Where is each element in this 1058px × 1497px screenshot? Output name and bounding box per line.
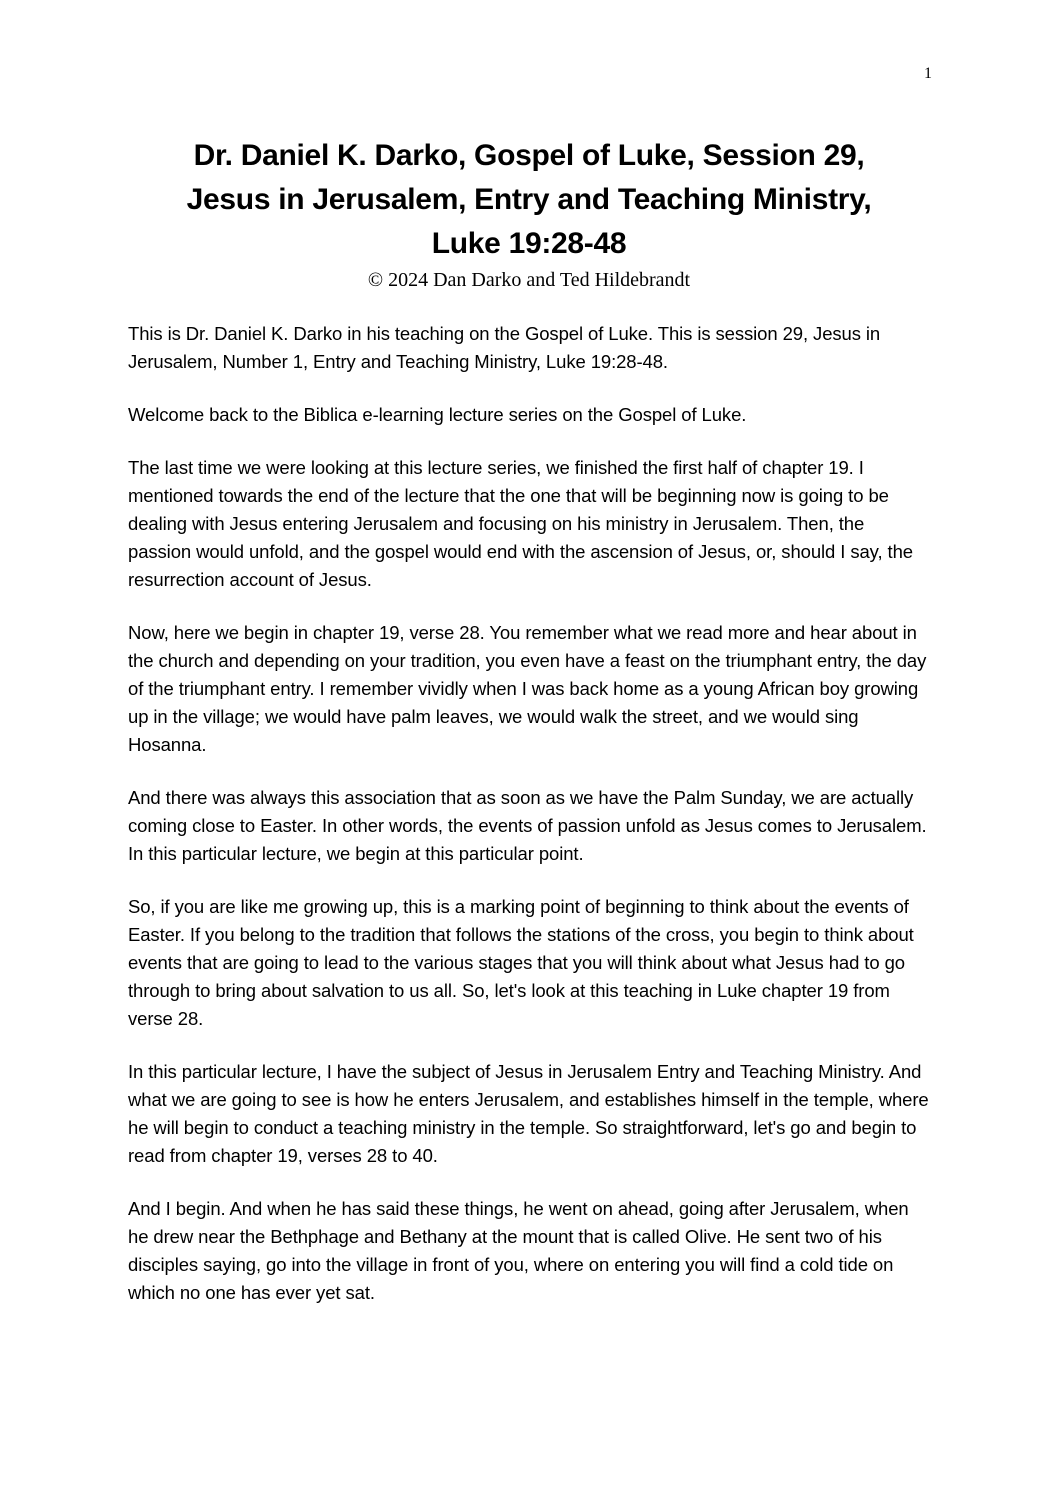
document-body xyxy=(128,320,932,1332)
document-title xyxy=(128,134,930,266)
paragraph-5: And there was always this association that as soon as we have the Palm Sunday, we are actually coming close to Easter. In other words, the events of passion unfold as Jesus comes to Jerusalem. In this particular lecture, we begin at this particular point. xyxy=(128,787,927,864)
paragraph-8: And I begin. And when he has said these things, he went on ahead, going after Jerusalem, when he drew near the Bethphage and Bethany at the mount that is called Olive. He sent two of his disciples saying, go into the village in front of you, where on entering you will find a cold tide on which no one has ever yet sat. xyxy=(128,1198,909,1303)
paragraph-6: So, if you are like me growing up, this is a marking point of beginning to think about the events of Easter. If you belong to the tradition that follows the stations of the cross, you begin to think about events that are going to lead to the various stages that you will think about what Jesus had to go through to bring about salvation to us all. So, let's look at this teaching in Luke chapter 19 from verse 28. xyxy=(128,896,914,1029)
copyright-line: © 2024 Dan Darko and Ted Hildebrandt xyxy=(367,269,691,291)
paragraph-1: This is Dr. Daniel K. Darko in his teaching on the Gospel of Luke. This is session 29, Jesus in Jerusalem, Number 1, Entry and Teaching Ministry, Luke 19:28-48. xyxy=(128,323,881,372)
page-number: 1 xyxy=(924,65,932,82)
paragraph-3: The last time we were looking at this lecture series, we finished the first half of chapter 19. I mentioned towards the end of the lecture that the one that will be beginning now is going to be dealing with Jesus entering Jerusalem and focusing on his ministry in Jerusalem. Then, the passion would unfold, and the gospel would end with the ascension of Jesus, or, should I say, the resurrection account of Jesus. xyxy=(128,457,913,590)
title-line-2: Jesus in Jerusalem, Entry and Teaching Ministry, xyxy=(186,183,872,216)
title-line-3: Luke 19:28-48 xyxy=(431,227,627,260)
paragraph-2: Welcome back to the Biblica e-learning lecture series on the Gospel of Luke. xyxy=(128,404,747,425)
paragraph-7: In this particular lecture, I have the subject of Jesus in Jerusalem Entry and Teaching Ministry. And what we are going to see is how he enters Jerusalem, and establishes himself in the temple, where he will begin to conduct a teaching ministry in the temple. So straightforward, let's go and begin to read from chapter 19, verses 28 to 40. xyxy=(128,1061,929,1166)
title-line-1: Dr. Daniel K. Darko, Gospel of Luke, Session 29, xyxy=(193,139,865,172)
paragraph-4: Now, here we begin in chapter 19, verse 28. You remember what we read more and hear about in the church and depending on your tradition, you even have a feast on the triumphant entry, the day of the triumphant entry. I remember vividly when I was back home as a young African boy growing up in the village; we would have palm leaves, we would walk the street, and we would sing Hosanna. xyxy=(128,622,927,755)
